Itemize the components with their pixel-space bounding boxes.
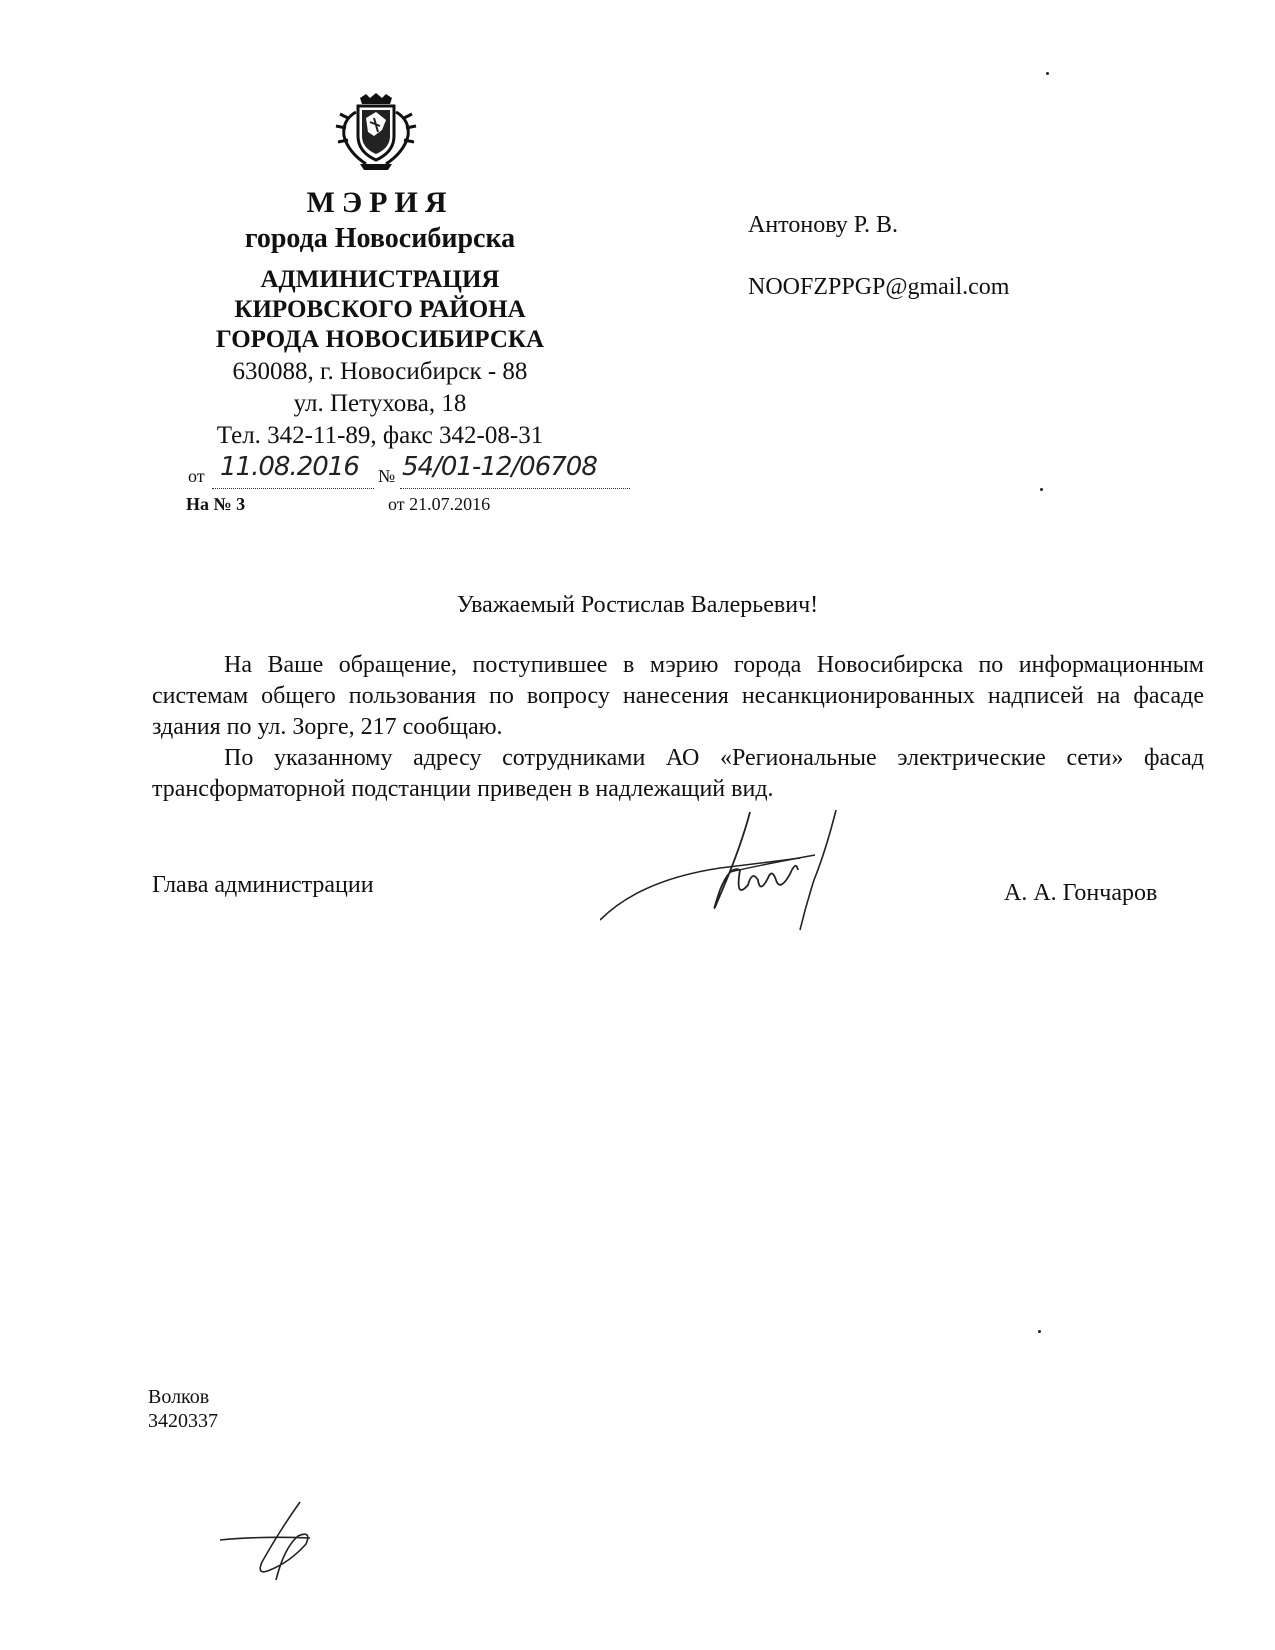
signatory-position: Глава администрации	[152, 872, 374, 898]
address-line-1: 630088, г. Новосибирск - 88	[232, 358, 528, 385]
city-coat-of-arms-icon	[330, 92, 422, 172]
date-prefix: от	[188, 466, 205, 486]
scan-speck	[1038, 1330, 1041, 1333]
handwritten-number: 54/01-12/06708	[402, 452, 597, 482]
executor-name: Волков	[148, 1386, 210, 1408]
handwritten-mark	[220, 1500, 330, 1590]
in-reply-date: от 21.07.2016	[388, 494, 491, 514]
contacts-line: Тел. 342-11-89, факс 342-08-31	[216, 422, 544, 449]
signatory-name: А. А. Гончаров	[1004, 880, 1158, 906]
scan-speck	[1040, 488, 1043, 491]
mayor-city: города Новосибирска	[244, 223, 516, 254]
recipient-name: Антонову Р. В.	[748, 212, 899, 238]
handwritten-signature	[600, 810, 870, 950]
number-prefix: №	[378, 466, 396, 486]
admin-title-line-3: ГОРОДА НОВОСИБИРСКА	[215, 326, 545, 353]
admin-title-line-2: КИРОВСКОГО РАЙОНА	[234, 296, 526, 323]
date-underline	[212, 488, 374, 489]
letter-body	[152, 650, 1204, 805]
address-line-2: ул. Петухова, 18	[293, 390, 467, 417]
admin-title-line-1: АДМИНИСТРАЦИЯ	[260, 266, 500, 293]
mayor-title: МЭРИЯ	[306, 186, 454, 219]
handwritten-date: 11.08.2016	[220, 452, 359, 482]
number-underline	[400, 488, 630, 489]
executor-phone: 3420337	[148, 1410, 218, 1432]
in-reply-number: На № 3	[186, 494, 246, 514]
paragraph-2: По указанному адресу сотрудниками АО «Региональные электрические сети» фасад трансформаторной подстанции приведен в надлежащий вид.	[152, 745, 1204, 802]
greeting: Уважаемый Ростислав Валерьевич!	[456, 592, 819, 618]
paragraph-1: На Ваше обращение, поступившее в мэрию города Новосибирска по информационным системам общего пользования по вопросу нанесения несанкционированных надписей на фасаде здания по ул. Зорге, 217 сообщаю.	[152, 652, 1204, 740]
recipient-email: NOOFZPPGP@gmail.com	[748, 274, 1010, 300]
scan-speck	[1046, 72, 1049, 75]
